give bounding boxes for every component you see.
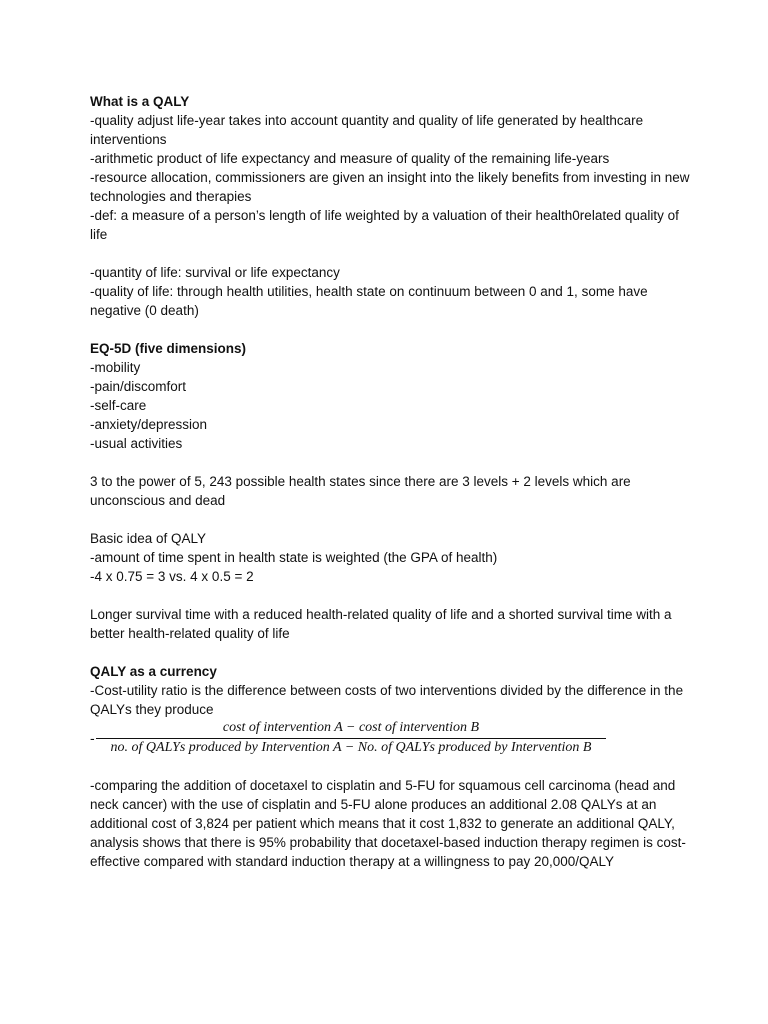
qaly-line: -resource allocation, commissioners are given an insight into the likely benefits from investing in new technologies and therapies bbox=[90, 170, 690, 204]
paragraph-gap bbox=[90, 586, 690, 605]
paragraph-gap bbox=[90, 510, 690, 529]
qaly-line: -arithmetic product of life expectancy and measure of quality of the remaining life-years bbox=[90, 151, 610, 166]
document-body bbox=[90, 92, 690, 871]
eq5d-item: -mobility bbox=[90, 360, 141, 375]
basic-line: -4 x 0.75 = 3 vs. 4 x 0.5 = 2 bbox=[90, 569, 254, 584]
cost-utility-formula bbox=[90, 719, 690, 757]
paragraph-gap bbox=[90, 643, 690, 662]
basic-heading: Basic idea of QALY bbox=[90, 531, 207, 546]
eq5d-item: -usual activities bbox=[90, 436, 183, 451]
paragraph-gap bbox=[90, 320, 690, 339]
currency-example: -comparing the addition of docetaxel to cisplatin and 5-FU for squamous cell carcinoma (head and neck cancer) with the use of cisplatin and 5-FU alone produces an additional 2.08 QALYs at an additional cost of 3,824 per patient which means that it cost 1,832 to generate an additional QALY, analysis shows that there is 95% probability that docetaxel-based induction therapy regimen is cost-effective compared with standard induction therapy at a willingness to pay 20,000/QALY bbox=[90, 778, 686, 869]
heading-what-is-qaly: What is a QALY bbox=[90, 94, 190, 109]
basic-line: -amount of time spent in health state is weighted (the GPA of health) bbox=[90, 550, 498, 565]
formula-numerator: cost of intervention A − cost of intervention B bbox=[222, 720, 480, 735]
basic-note: Longer survival time with a reduced health-related quality of life and a shorted survival time with a better health-related quality of life bbox=[90, 607, 672, 641]
paragraph-gap bbox=[90, 244, 690, 263]
qaly-line: -quality of life: through health utilities, health state on continuum between 0 and 1, some have negative (0 death) bbox=[90, 284, 648, 318]
formula-denominator: no. of QALYs produced by Intervention A − No. of QALYs produced by Intervention B bbox=[110, 740, 592, 755]
qaly-line: -quality adjust life-year takes into account quantity and quality of life generated by healthcare interventions bbox=[90, 113, 644, 147]
qaly-line: -def: a measure of a person’s length of life weighted by a valuation of their health0related quality of life bbox=[90, 208, 679, 242]
formula-prefix: - bbox=[90, 730, 95, 746]
eq5d-item: -self-care bbox=[90, 398, 147, 413]
paragraph-gap bbox=[90, 757, 690, 776]
paragraph-gap bbox=[90, 453, 690, 472]
heading-eq5d: EQ-5D (five dimensions) bbox=[90, 341, 247, 356]
currency-intro: -Cost-utility ratio is the difference between costs of two interventions divided by the difference in the QALYs they produce bbox=[90, 683, 684, 717]
qaly-line: -quantity of life: survival or life expectancy bbox=[90, 265, 340, 280]
eq5d-item: -pain/discomfort bbox=[90, 379, 187, 394]
heading-qaly-currency: QALY as a currency bbox=[90, 664, 217, 679]
eq5d-note: 3 to the power of 5, 243 possible health states since there are 3 levels + 2 levels which are unconscious and dead bbox=[90, 474, 631, 508]
eq5d-item: -anxiety/depression bbox=[90, 417, 208, 432]
